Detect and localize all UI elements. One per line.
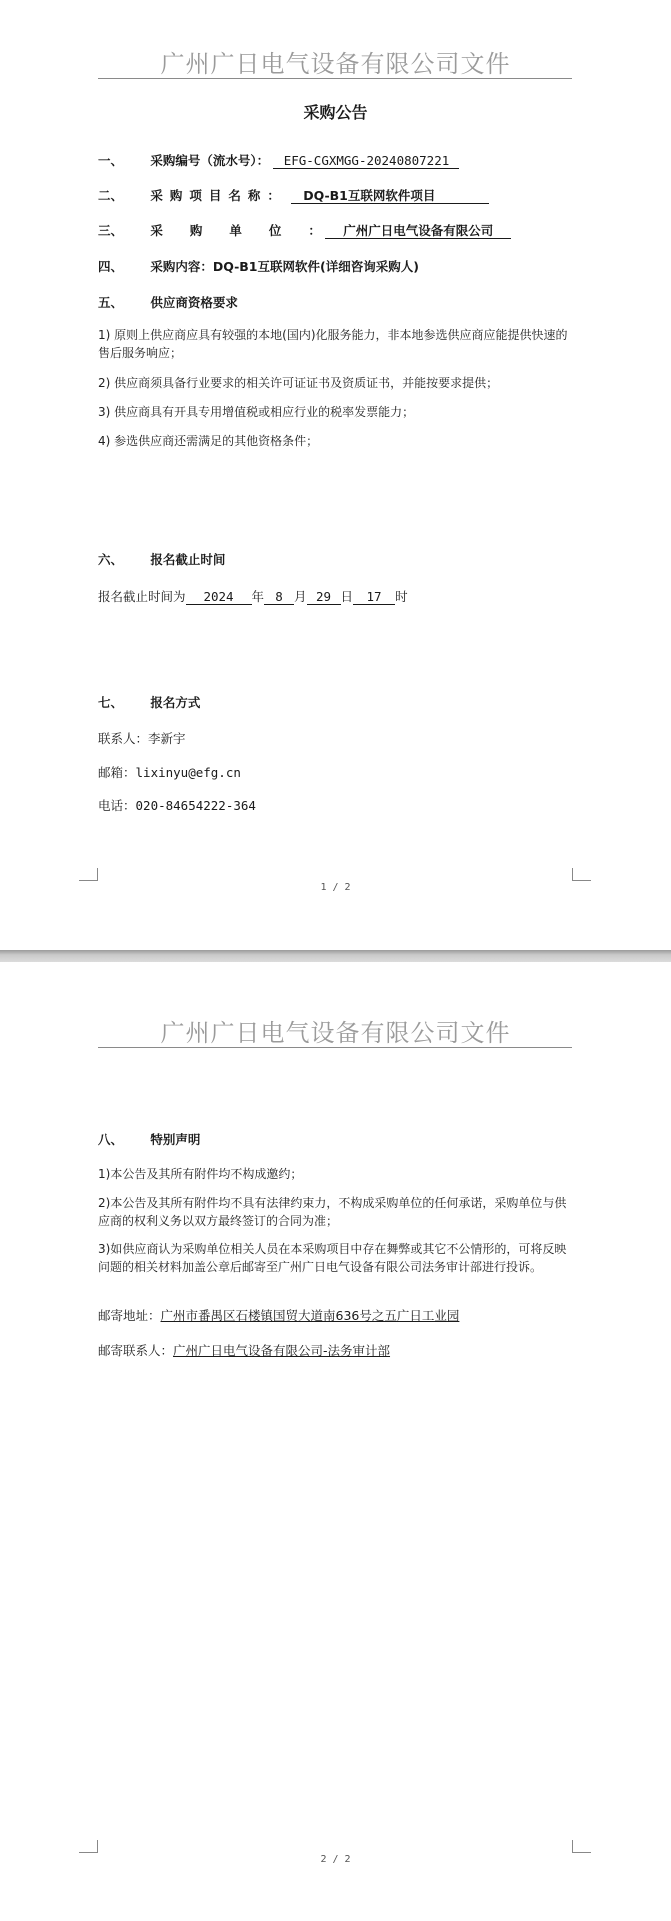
crop-mark [79, 1840, 98, 1853]
letterhead-title: 广州广日电气设备有限公司文件 [160, 50, 511, 78]
section-3 [98, 221, 578, 239]
contact-name: 李新宇 [148, 731, 186, 746]
section-8 [98, 1130, 578, 1148]
deadline-year: 2024 [186, 590, 252, 605]
crop-mark [79, 868, 98, 881]
page-separator [0, 950, 671, 962]
section-number: 六、 [98, 552, 124, 567]
section-number: 二、 [98, 188, 124, 203]
deadline-hour: 17 [353, 590, 395, 605]
purchasing-unit: 广州广日电气设备有限公司 [325, 224, 511, 239]
section-1 [98, 151, 578, 169]
letterhead-rule [98, 1047, 572, 1048]
year-unit: 年 [251, 589, 265, 604]
section-label: 采购项目名称： [150, 188, 287, 203]
day-unit: 日 [340, 589, 354, 604]
deadline-month: 8 [264, 590, 294, 605]
project-name: DQ-B1互联网软件项目 [291, 189, 489, 204]
qualification-item: 4) 参选供应商还需满足的其他资格条件； [98, 434, 319, 448]
section-number: 八、 [98, 1132, 124, 1147]
section-6 [98, 550, 578, 568]
address-value: 广州市番禺区石楼镇国贸大道南636号之五广日工业园 [160, 1308, 460, 1323]
deadline-line [98, 587, 578, 605]
letterhead-rule [98, 78, 572, 79]
page-number: 1 / 2 [320, 882, 351, 893]
section-2 [98, 186, 578, 204]
email-line [98, 763, 578, 781]
phone-line [98, 796, 578, 814]
recipient-line [98, 1341, 578, 1359]
qualification-item: 1) 原则上供应商应具有较强的本地(国内)化服务能力，非本地参选供应商应能提供快速的售后服务响应； [98, 328, 568, 360]
contact-label: 联系人： [98, 731, 149, 746]
statement-item: 2)本公告及其所有附件均不具有法律约束力，不构成采购单位的任何承诺，采购单位与供应商的权利义务以双方最终签订的合同为准； [98, 1196, 567, 1228]
section-number: 四、 [98, 259, 124, 274]
deadline-prefix: 报名截止时间为 [98, 589, 186, 604]
section-label: 报名截止时间 [150, 552, 226, 567]
section-colon: ： [308, 223, 321, 238]
procurement-number: EFG-CGXMGG-20240807221 [273, 154, 459, 169]
section-label: 采购编号（流水号）： [150, 153, 270, 168]
section-7 [98, 693, 578, 711]
crop-mark [572, 868, 591, 881]
section-number: 七、 [98, 695, 124, 710]
address-line [98, 1306, 578, 1324]
section-number: 五、 [98, 295, 124, 310]
deadline-day: 29 [307, 590, 341, 605]
statement-item: 1)本公告及其所有附件均不构成邀约； [98, 1167, 303, 1181]
section-label: 采购单位 [150, 223, 309, 238]
month-unit: 月 [294, 589, 307, 604]
section-label: 报名方式 [150, 695, 201, 710]
recipient-value: 广州广日电气设备有限公司-法务审计部 [173, 1343, 391, 1358]
section-number: 一、 [98, 153, 124, 168]
page-1 [0, 0, 671, 950]
statement-item: 3)如供应商认为采购单位相关人员在本采购项目中存在舞弊或其它不公情形的，可将反映问题的相关材料加盖公章后邮寄至广州广日电气设备有限公司法务审计部进行投诉。 [98, 1242, 567, 1274]
address-label: 邮寄地址： [98, 1308, 161, 1323]
email-value: lixinyu@efg.cn [135, 765, 241, 780]
contact-line [98, 729, 578, 747]
qualification-item: 3) 供应商具有开具专用增值税或相应行业的税率发票能力； [98, 405, 415, 419]
phone-label: 电话： [98, 798, 136, 813]
recipient-label: 邮寄联系人： [98, 1343, 174, 1358]
page-2 [0, 962, 671, 1921]
qualification-item: 2) 供应商须具备行业要求的相关许可证证书及资质证书，并能按要求提供； [98, 376, 499, 390]
section-4 [98, 257, 578, 275]
section-label: 特别声明 [150, 1132, 201, 1147]
document-title: 采购公告 [303, 103, 368, 122]
hour-unit: 时 [395, 589, 408, 604]
section-label: 供应商资格要求 [150, 295, 238, 310]
section-number: 三、 [98, 223, 124, 238]
page-number: 2 / 2 [320, 1854, 351, 1865]
phone-value: 020-84654222-364 [135, 798, 256, 813]
section-label: 采购内容：DQ-B1互联网软件(详细咨询采购人) [150, 259, 419, 274]
email-label: 邮箱： [98, 765, 136, 780]
crop-mark [572, 1840, 591, 1853]
letterhead-title: 广州广日电气设备有限公司文件 [160, 1019, 511, 1047]
section-5 [98, 293, 578, 311]
